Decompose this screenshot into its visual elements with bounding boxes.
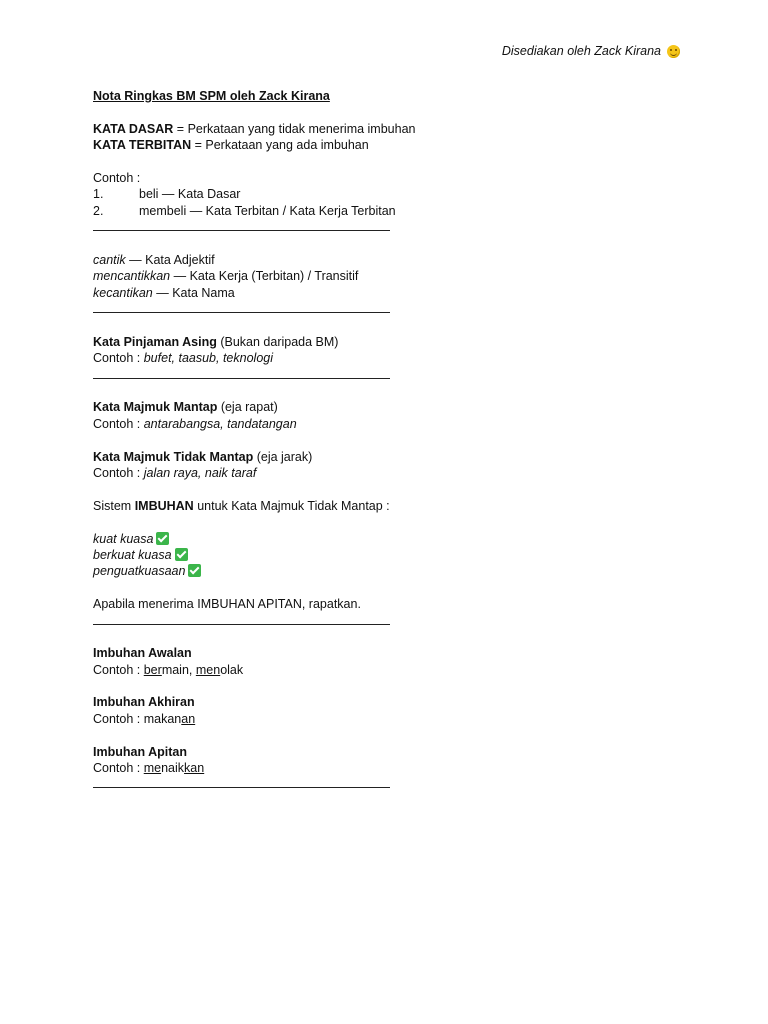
definition-kata-terbitan: [93, 137, 653, 153]
document-title: Nota Ringkas BM SPM oleh Zack Kirana: [93, 89, 330, 103]
definition-text: = Perkataan yang ada imbuhan: [191, 138, 369, 153]
example-word: cantik: [93, 252, 126, 267]
contoh-line: [93, 416, 653, 432]
definition-text: = Perkataan yang tidak menerima imbuhan: [173, 121, 416, 136]
definition-kata-dasar: [93, 121, 653, 137]
separator: ,: [188, 662, 196, 677]
contoh-line: [93, 760, 653, 776]
example-kata-kerja: [93, 268, 653, 284]
section-divider: [93, 301, 653, 317]
contoh-line: [93, 465, 653, 481]
example-desc: — Kata Kerja (Terbitan) / Transitif: [170, 269, 359, 284]
checked-item: [93, 531, 653, 547]
example-word: kecantikan: [93, 285, 153, 300]
smiling-face-icon: [667, 45, 680, 58]
sistem-imbuhan-line: [93, 498, 653, 514]
author-credit: Disediakan oleh Zack Kirana: [501, 44, 661, 58]
contoh-prefix: Contoh :: [93, 761, 144, 776]
example-kata-nama: [93, 285, 653, 301]
check-mark-icon: [175, 548, 188, 561]
term-kata-terbitan: KATA TERBITAN: [93, 138, 192, 153]
contoh-prefix: Contoh :: [93, 351, 144, 366]
contoh-label: Contoh :: [93, 170, 141, 185]
example-desc: — Kata Nama: [152, 285, 235, 300]
sistem-pre: Sistem: [93, 498, 135, 513]
word-base: naik: [161, 761, 185, 776]
checked-item-text: kuat kuasa: [93, 531, 154, 546]
heading-imbuhan-awalan: Imbuhan Awalan: [93, 646, 192, 661]
contoh-prefix: Contoh :: [93, 662, 144, 677]
heading-kata-pinjaman: [93, 334, 653, 350]
suffix-underlined: kan: [184, 761, 205, 776]
list-item: [93, 186, 653, 202]
checked-item: [93, 563, 653, 579]
heading-note: (Bukan daripada BM): [216, 334, 339, 349]
list-text: beli — Kata Dasar: [139, 187, 241, 202]
heading-kata-majmuk-mantap: [93, 399, 653, 415]
contoh-prefix: Contoh :: [93, 416, 144, 431]
list-number: 2.: [93, 203, 104, 218]
prefix-underlined: ber: [143, 662, 162, 677]
checked-item: [93, 547, 653, 563]
contoh-line: [93, 662, 653, 678]
contoh-examples: bufet, taasub, teknologi: [143, 351, 273, 366]
term-kata-dasar: KATA DASAR: [93, 121, 174, 136]
heading-note: (eja rapat): [217, 400, 278, 415]
contoh-examples: antarabangsa, tandatangan: [143, 416, 297, 431]
prefix-underlined: me: [143, 761, 162, 776]
heading-imbuhan-apitan: Imbuhan Apitan: [93, 744, 187, 759]
word-base: makan: [143, 711, 182, 726]
heading-note: (eja jarak): [253, 449, 313, 464]
document-body: [93, 88, 653, 793]
contoh-prefix: Contoh :: [93, 711, 144, 726]
list-item: [93, 203, 653, 219]
checked-item-text: penguatkuasaan: [93, 564, 186, 579]
section-divider: [93, 776, 653, 792]
contoh-prefix: Contoh :: [93, 465, 144, 480]
sistem-post: untuk Kata Majmuk Tidak Mantap :: [193, 498, 390, 513]
contoh-line: [93, 350, 653, 366]
heading-imbuhan-akhiran: Imbuhan Akhiran: [93, 695, 195, 710]
word-rest: main: [161, 662, 189, 677]
section-heading: Kata Majmuk Mantap: [93, 400, 218, 415]
prefix-underlined: men: [195, 662, 221, 677]
example-adjektif: [93, 252, 653, 268]
example-desc: — Kata Adjektif: [125, 252, 215, 267]
section-divider: [93, 367, 653, 383]
section-divider: [93, 219, 653, 235]
document-header: [502, 43, 680, 59]
word-rest: olak: [220, 662, 244, 677]
apitan-note: Apabila menerima IMBUHAN APITAN, rapatkan.: [93, 597, 361, 612]
contoh-line: [93, 711, 653, 727]
contoh-examples: jalan raya, naik taraf: [143, 465, 257, 480]
check-mark-icon: [188, 564, 201, 577]
heading-kata-majmuk-tidak-mantap: [93, 449, 653, 465]
list-number: 1.: [93, 187, 104, 202]
suffix-underlined: an: [181, 711, 196, 726]
section-heading: Kata Majmuk Tidak Mantap: [93, 449, 254, 464]
section-divider: [93, 613, 653, 629]
check-mark-icon: [156, 532, 169, 545]
list-text: membeli — Kata Terbitan / Kata Kerja Terbitan: [139, 203, 396, 218]
section-heading: Kata Pinjaman Asing: [93, 334, 217, 349]
sistem-bold: IMBUHAN: [134, 498, 194, 513]
checked-item-text: berkuat kuasa: [93, 547, 172, 562]
example-word: mencantikkan: [93, 269, 171, 284]
